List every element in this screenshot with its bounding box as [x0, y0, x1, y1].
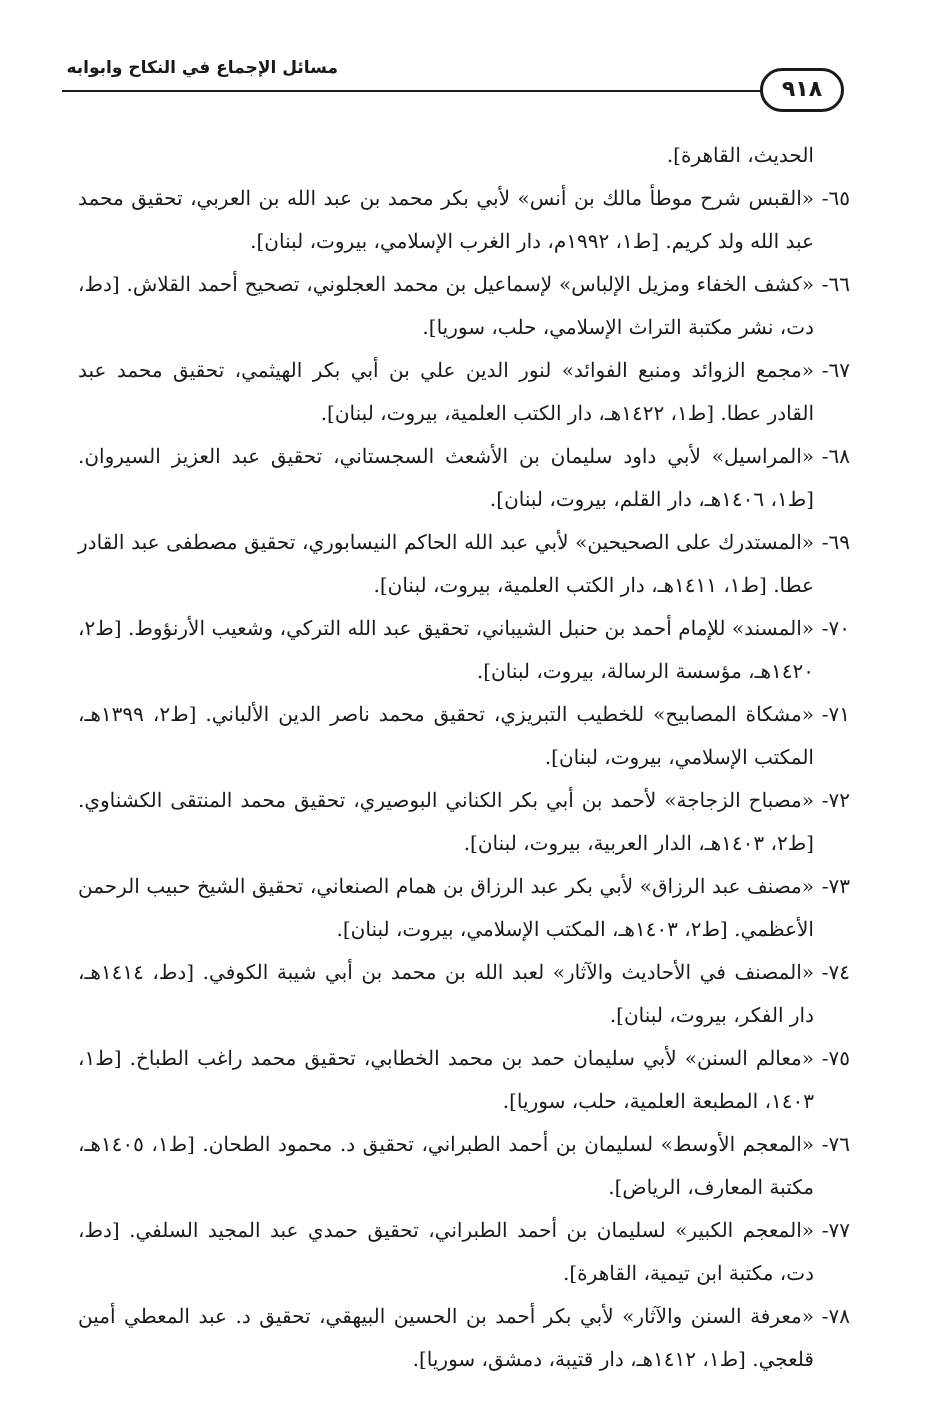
entry-number: ٦٧-	[821, 358, 850, 382]
entry-text: «مجمع الزوائد ومنبع الفوائد» لنور الدين علي بن أبي بكر الهيثمي، تحقيق محمد عبد القادر عطا. [ط١، ١٤٢٢هـ، دار الكتب العلمية، بيروت، لبنان].	[78, 358, 814, 425]
entry-text: «مشكاة المصابيح» للخطيب التبريزي، تحقيق محمد ناصر الدين الألباني. [ط٢، ١٣٩٩هـ، المكتب الإسلامي، بيروت، لبنان].	[78, 702, 814, 769]
entry-text: «مصباح الزجاجة» لأحمد بن أبي بكر الكناني البوصيري، تحقيق محمد المنتقى الكشناوي. [ط٢، ١٤٠٣هـ، الدار العربية، بيروت، لبنان].	[78, 788, 814, 855]
entry-number: ٦٥-	[821, 186, 850, 210]
entry-number: ٧٢-	[821, 788, 850, 812]
entry-number: ٦٨-	[821, 444, 850, 468]
entry-text: «مصنف عبد الرزاق» لأبي بكر عبد الرزاق بن همام الصنعاني، تحقيق الشيخ حبيب الرحمن الأعظمي. [ط٢، ١٤٠٣هـ، المكتب الإسلامي، بيروت، لبنان].	[78, 874, 814, 941]
entry-text: «المراسيل» لأبي داود سليمان بن الأشعث السجستاني، تحقيق عبد العزيز السيروان. [ط١، ١٤٠٦هـ، دار القلم، بيروت، لبنان].	[78, 444, 814, 511]
bibliography-entry	[78, 865, 850, 951]
bibliography-entry	[78, 1295, 850, 1381]
bibliography-list	[78, 134, 850, 1381]
bibliography-entry	[78, 263, 850, 349]
bibliography-entry	[78, 951, 850, 1037]
continuation-line: الحديث، القاهرة].	[666, 143, 814, 167]
bibliography-entry	[78, 693, 850, 779]
running-header-title: مسائل الإجماع في النكاح وابوابه	[66, 58, 338, 78]
bibliography-entry	[78, 1209, 850, 1295]
bibliography-entry	[78, 779, 850, 865]
entry-text: «معالم السنن» لأبي سليمان حمد بن محمد الخطابي، تحقيق محمد راغب الطباخ. [ط١، ١٤٠٣، المطبعة العلمية، حلب، سوريا].	[78, 1046, 814, 1113]
entry-text: «المعجم الأوسط» لسليمان بن أحمد الطبراني، تحقيق د. محمود الطحان. [ط١، ١٤٠٥هـ، مكتبة المعارف، الرياض].	[78, 1132, 815, 1199]
entry-number: ٦٦-	[821, 272, 850, 296]
entry-number: ٦٩-	[821, 530, 850, 554]
entry-text: «المعجم الكبير» لسليمان بن أحمد الطبراني، تحقيق حمدي عبد المجيد السلفي. [دط، دت، مكتبة ابن تيمية، القاهرة].	[78, 1218, 814, 1285]
entry-number: ٧٥-	[821, 1046, 850, 1070]
entry-number: ٧٦-	[821, 1132, 850, 1156]
bibliography-entry	[78, 177, 850, 263]
entry-number: ٧٤-	[821, 960, 850, 984]
page-number-badge: ٩١٨	[760, 68, 844, 112]
bibliography-entry	[78, 607, 850, 693]
entry-number: ٧٠-	[821, 616, 850, 640]
entry-number: ٧١-	[821, 702, 850, 726]
entry-text: «معرفة السنن والآثار» لأبي بكر أحمد بن الحسين البيهقي، تحقيق د. عبد المعطي أمين قلعجي. [ط١، ١٤١٢هـ، دار قتيبة، دمشق، سوريا].	[78, 1304, 814, 1371]
entry-text: «المصنف في الأحاديث والآثار» لعبد الله بن محمد بن أبي شيبة الكوفي. [دط، ١٤١٤هـ، دار الفكر، بيروت، لبنان].	[78, 960, 814, 1027]
bibliography-entry	[78, 1123, 850, 1209]
bibliography-entry	[78, 435, 850, 521]
header-rule	[62, 90, 792, 92]
bibliography-entry	[78, 521, 850, 607]
entry-text: «القبس شرح موطأ مالك بن أنس» لأبي بكر محمد بن عبد الله بن العربي، تحقيق محمد عبد الله ولد كريم. [ط١، ١٩٩٢م، دار الغرب الإسلامي، بيروت، لبنان].	[78, 186, 814, 253]
entry-text: «المسند» للإمام أحمد بن حنبل الشيباني، تحقيق عبد الله التركي، وشعيب الأرنؤوط. [ط٢، ١٤٢٠هـ، مؤسسة الرسالة، بيروت، لبنان].	[78, 616, 814, 683]
entry-number: ٧٨-	[821, 1304, 850, 1328]
entry-text: «كشف الخفاء ومزيل الإلباس» لإسماعيل بن محمد العجلوني، تصحيح أحمد القلاش. [دط، دت، نشر مكتبة التراث الإسلامي، حلب، سوريا].	[78, 272, 814, 339]
bibliography-entry	[78, 349, 850, 435]
bibliography-entry	[78, 1037, 850, 1123]
entry-number: ٧٧-	[821, 1218, 850, 1242]
entry-text: «المستدرك على الصحيحين» لأبي عبد الله الحاكم النيسابوري، تحقيق مصطفى عبد القادر عطا. [ط١، ١٤١١هـ، دار الكتب العلمية، بيروت، لبنان].	[78, 530, 814, 597]
entry-number: ٧٣-	[821, 874, 850, 898]
